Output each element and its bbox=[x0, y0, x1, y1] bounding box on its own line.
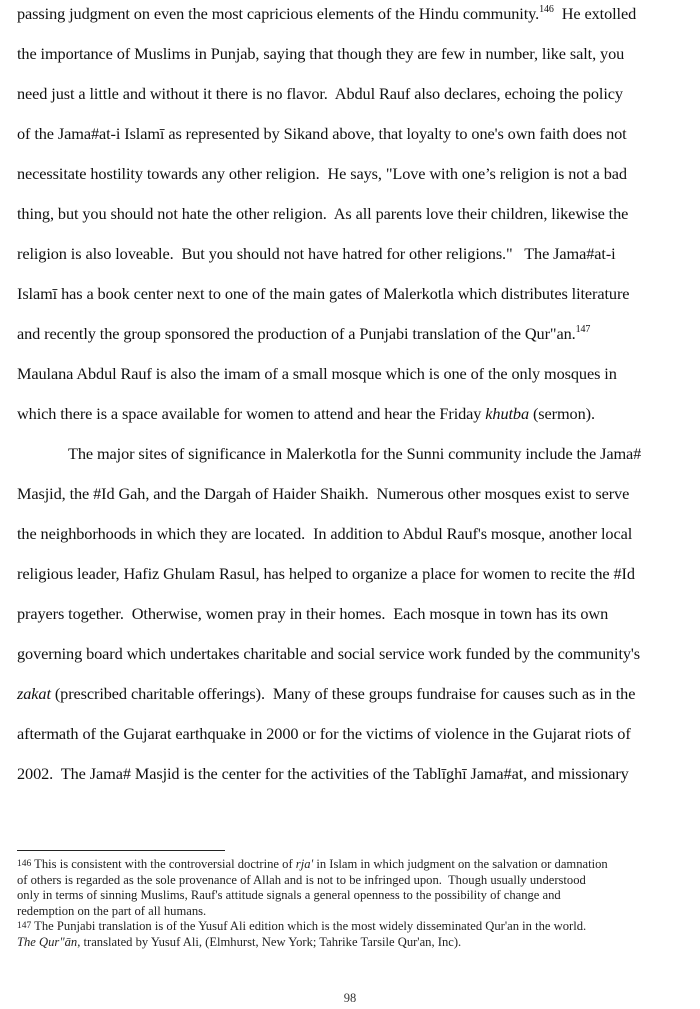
footnote-147 bbox=[17, 919, 697, 950]
footnote-146-line-2: of others is regarded as the sole provenance of Allah and is not to be infringed upon. Though usually understood bbox=[17, 872, 586, 887]
text-run: This is consistent with the controversial doctrine of bbox=[31, 857, 296, 871]
footnote-number: 147 bbox=[17, 921, 32, 931]
body-line-14: the neighborhoods in which they are located. In addition to Abdul Rauf's mosque, another local bbox=[17, 524, 633, 543]
body-line-12-paragraph-start: The major sites of significance in Malerkotla for the Sunni community include the Jama# bbox=[68, 444, 642, 463]
body-line-18 bbox=[17, 674, 689, 714]
body-line-1 bbox=[17, 0, 689, 34]
text-run: which there is a space available for women to attend and hear the Friday bbox=[17, 404, 486, 423]
italic-title-quran: The Qur"ān bbox=[17, 934, 78, 949]
text-run: (sermon). bbox=[529, 404, 595, 423]
text-run: passing judgment on even the most capricious elements of the Hindu community. bbox=[17, 4, 540, 23]
text-run: (prescribed charitable offerings). Many of these groups fundraise for causes such as in the bbox=[50, 684, 636, 703]
text-run: , translated by Yusuf Ali, (Elmhurst, New York; Tahrike Tarsile Qur'an, Inc). bbox=[77, 934, 462, 949]
text-run: He extolled bbox=[553, 4, 637, 23]
body-line-11 bbox=[17, 394, 689, 434]
italic-term-khutba: khutba bbox=[485, 404, 530, 423]
page-number: 98 bbox=[343, 991, 357, 1005]
body-line-2: the importance of Muslims in Punjab, saying that though they are few in number, like salt, you bbox=[17, 44, 625, 63]
text-run: The Punjabi translation is of the Yusuf Ali edition which is the most widely disseminated Qur'an in the world. bbox=[31, 919, 587, 933]
footnote-146-line-3: only in terms of sinning Muslims, Rauf's attitude signals a general openness to the possibility of change and bbox=[17, 888, 561, 902]
body-text bbox=[17, 0, 689, 794]
body-line-9 bbox=[17, 314, 689, 354]
italic-term-rja: rja' bbox=[295, 857, 314, 871]
footnote-separator bbox=[17, 850, 225, 851]
body-line-3: need just a little and without it there is no flavor. Abdul Rauf also declares, echoing the policy bbox=[17, 84, 623, 103]
footnotes bbox=[17, 857, 697, 950]
body-line-4: of the Jama#at-i Islamī as represented by Sikand above, that loyalty to one's own faith does not bbox=[17, 124, 627, 143]
footnote-147-line-2 bbox=[17, 935, 697, 951]
body-line-7: religion is also loveable. But you should not have hatred for other religions." The Jama#at-i bbox=[17, 244, 616, 263]
footnote-ref-146[interactable]: 146 bbox=[539, 4, 554, 15]
footnote-146-line-1 bbox=[17, 857, 697, 873]
body-line-17: governing board which undertakes charitable and social service work funded by the community's bbox=[17, 644, 640, 663]
footnote-146 bbox=[17, 857, 697, 919]
body-line-15: religious leader, Hafiz Ghulam Rasul, has helped to organize a place for women to recite the #Id bbox=[17, 564, 635, 583]
body-line-6: thing, but you should not hate the other religion. As all parents love their children, likewise the bbox=[17, 204, 629, 223]
italic-term-zakat: zakat bbox=[17, 684, 51, 703]
body-line-19: aftermath of the Gujarat earthquake in 2000 or for the victims of violence in the Gujarat riots of bbox=[17, 724, 631, 743]
body-line-13: Masjid, the #Id Gah, and the Dargah of Haider Shaikh. Numerous other mosques exist to serve bbox=[17, 484, 630, 503]
body-line-16: prayers together. Otherwise, women pray in their homes. Each mosque in town has its own bbox=[17, 604, 609, 623]
footnote-number: 146 bbox=[17, 859, 32, 869]
text-run: in Islam in which judgment on the salvation or damnation bbox=[313, 857, 608, 871]
footnote-146-line-4: redemption on the part of all humans. bbox=[17, 903, 207, 918]
text-run: and recently the group sponsored the production of a Punjabi translation of the Qur"an. bbox=[17, 324, 576, 343]
body-line-20: 2002. The Jama# Masjid is the center for the activities of the Tablīghī Jama#at, and missionary bbox=[17, 764, 629, 783]
body-line-10: Maulana Abdul Rauf is also the imam of a small mosque which is one of the only mosques in bbox=[17, 364, 617, 383]
footnote-ref-147[interactable]: 147 bbox=[575, 324, 591, 335]
footnote-147-line-1 bbox=[17, 919, 697, 935]
body-line-8: Islamī has a book center next to one of the main gates of Malerkotla which distributes literature bbox=[17, 284, 630, 303]
body-line-5: necessitate hostility towards any other religion. He says, "Love with one’s religion is not a bad bbox=[17, 164, 627, 183]
